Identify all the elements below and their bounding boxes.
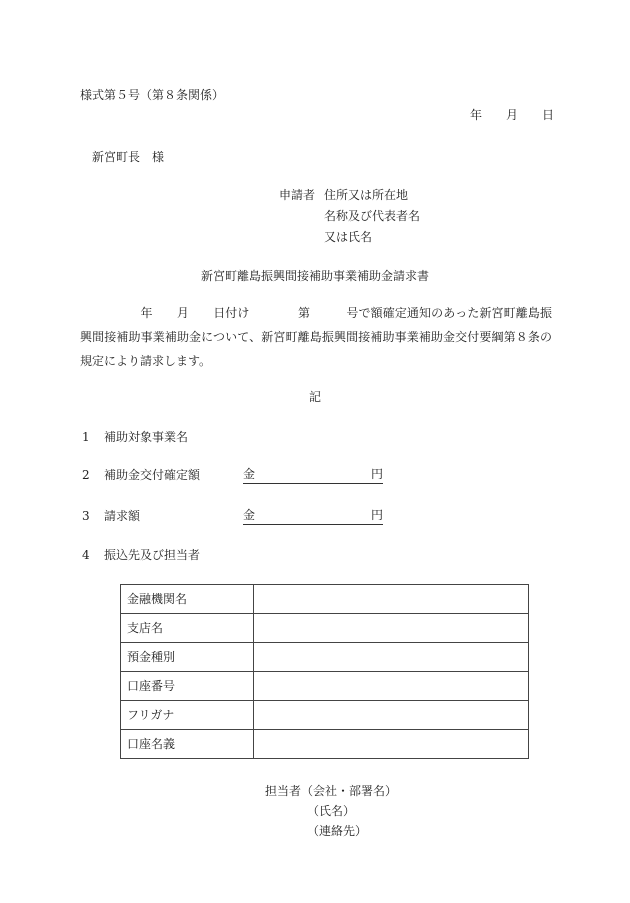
item-label: 振込先及び担当者 bbox=[104, 548, 201, 562]
amount-suffix: 円 bbox=[370, 508, 383, 522]
item-number: 1 bbox=[82, 430, 90, 444]
addressee: 新宮町長 様 bbox=[92, 150, 165, 164]
account-holder-label: 口座名義 bbox=[121, 730, 254, 759]
account-number-value bbox=[254, 672, 529, 701]
contact-company: 担当者（会社・部署名） bbox=[265, 784, 398, 798]
document-title: 新宮町離島振興間接補助事業補助金請求書 bbox=[200, 269, 429, 283]
item-number: 3 bbox=[82, 509, 90, 523]
account-holder-value bbox=[254, 730, 529, 759]
account-number-label: 口座番号 bbox=[121, 672, 254, 701]
amount-field bbox=[243, 508, 383, 525]
amount-field bbox=[243, 467, 383, 484]
date-line: 年 月 日 bbox=[470, 108, 555, 122]
item-label: 補助対象事業名 bbox=[104, 430, 189, 444]
amount-prefix: 金 bbox=[243, 508, 256, 522]
ki-heading: 記 bbox=[308, 390, 321, 404]
form-number: 様式第５号（第８条関係） bbox=[80, 88, 225, 102]
table-row bbox=[121, 614, 529, 643]
table-row bbox=[121, 701, 529, 730]
deposit-type-label: 預金種別 bbox=[121, 643, 254, 672]
table-row bbox=[121, 643, 529, 672]
furigana-value bbox=[254, 701, 529, 730]
bank-name-value bbox=[254, 585, 529, 614]
item-label: 補助金交付確定額 bbox=[104, 468, 201, 482]
bank-name-label: 金融機関名 bbox=[121, 585, 254, 614]
table-row bbox=[121, 730, 529, 759]
applicant-address: 住所又は所在地 bbox=[324, 188, 409, 202]
item-label: 請求額 bbox=[104, 509, 141, 523]
contact-phone: （連絡先） bbox=[307, 824, 368, 838]
body-paragraph: 年 月 日付け 第 号で額確定通知のあった新宮町離島振興間接補助事業補助金について、新宮町離島振興間接補助事業補助金交付要綱第８条の規定により請求します。 bbox=[80, 306, 552, 368]
deposit-type-value bbox=[254, 643, 529, 672]
item-number: 2 bbox=[82, 468, 90, 482]
contact-name: （氏名） bbox=[307, 804, 356, 818]
furigana-label: フリガナ bbox=[121, 701, 254, 730]
branch-name-label: 支店名 bbox=[121, 614, 254, 643]
applicant-name-rep: 名称及び代表者名 bbox=[324, 209, 421, 223]
amount-prefix: 金 bbox=[243, 467, 256, 481]
applicant-label: 申請者 bbox=[279, 188, 316, 202]
applicant-name: 又は氏名 bbox=[324, 230, 373, 244]
branch-name-value bbox=[254, 614, 529, 643]
item-number: 4 bbox=[82, 548, 90, 562]
bank-table bbox=[120, 584, 529, 759]
table-row bbox=[121, 672, 529, 701]
table-row bbox=[121, 585, 529, 614]
amount-suffix: 円 bbox=[370, 467, 383, 481]
